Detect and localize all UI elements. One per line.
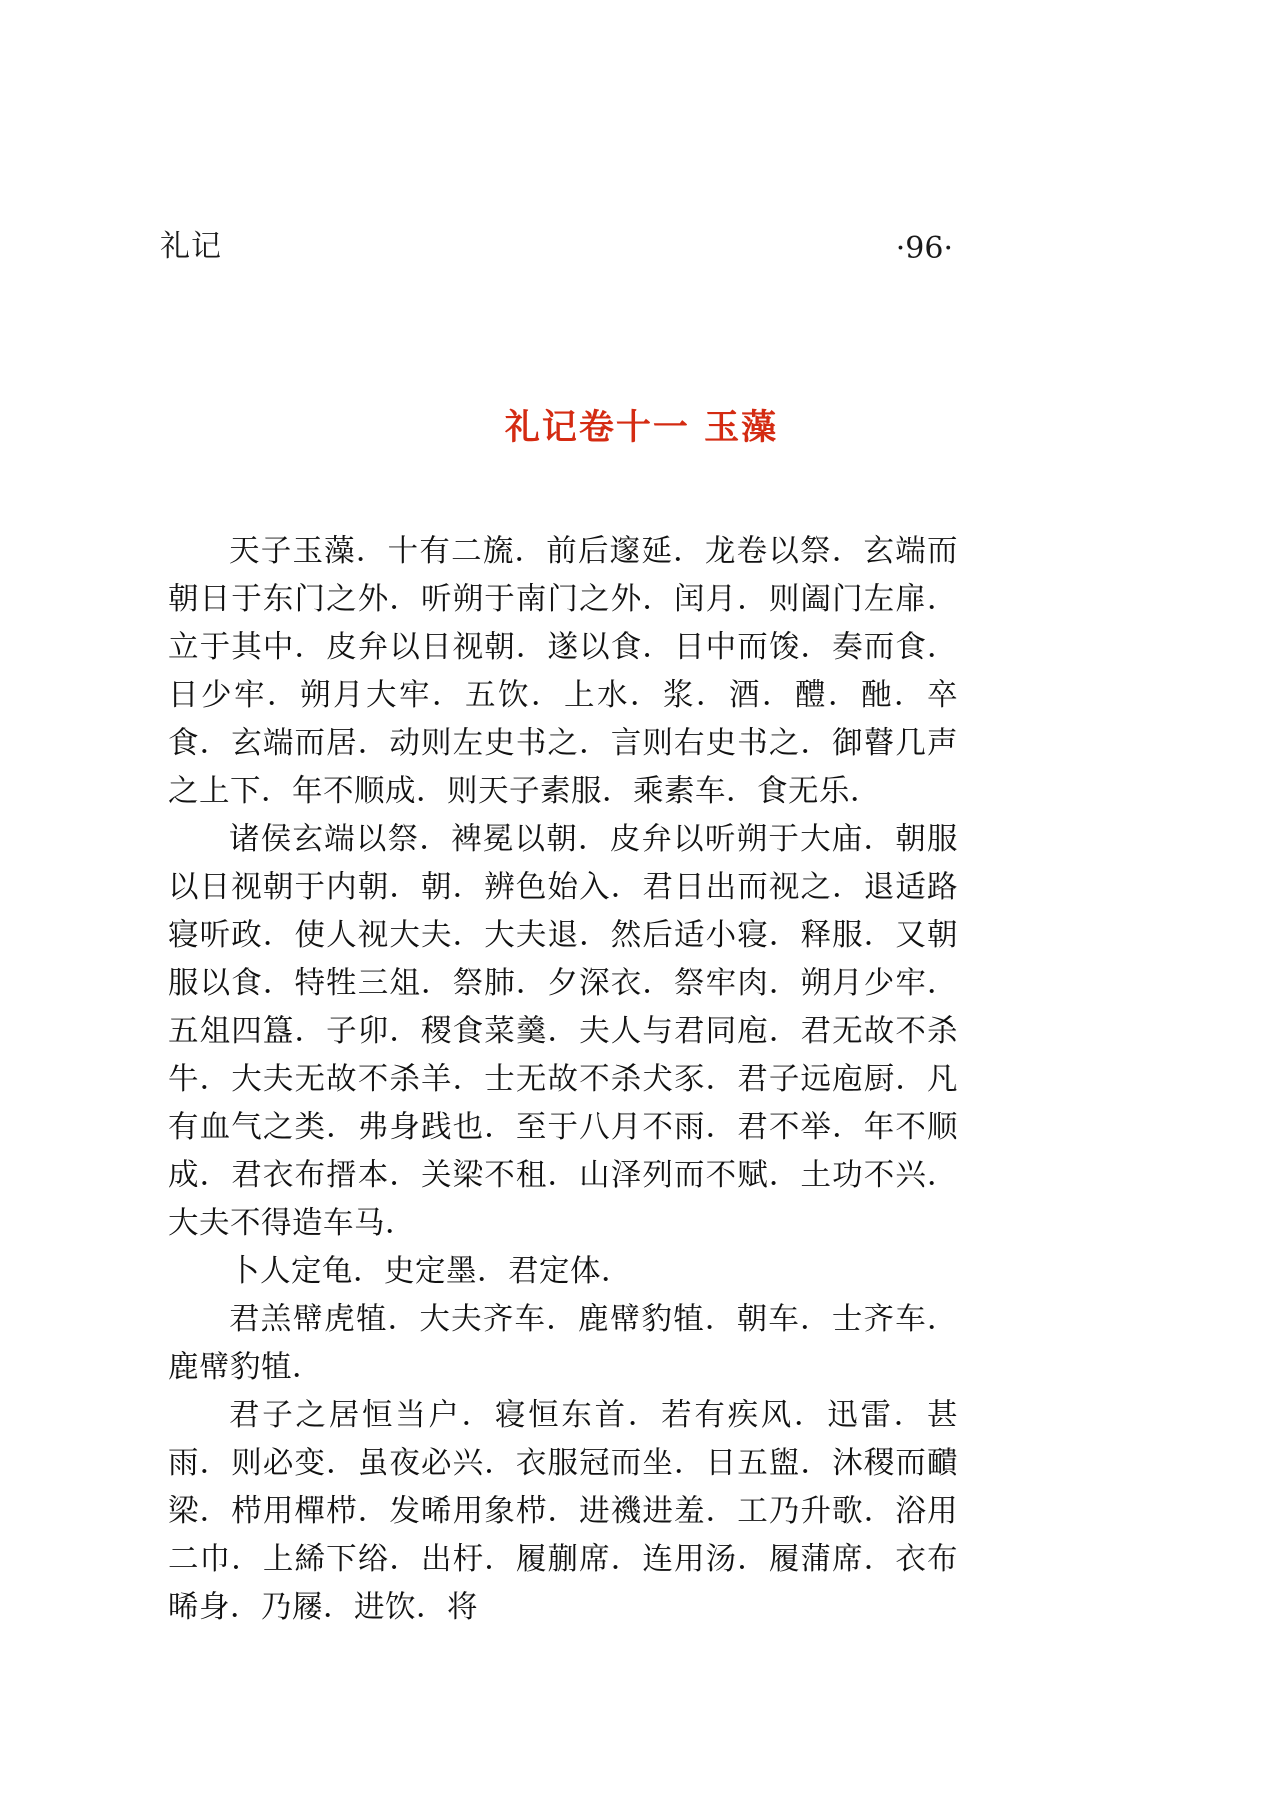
- paragraph: 君羔幦虎犆．大夫齐车．鹿幦豹犆．朝车．士齐车．鹿幦豹犆．: [168, 1302, 958, 1385]
- running-head: 礼记: [160, 229, 222, 264]
- page-number: ·96·: [895, 231, 953, 266]
- paragraph: 天子玉藻．十有二旒．前后邃延．龙卷以祭．玄端而朝日于东门之外．听朔于南门之外．闰月．则阖门左扉．立于其中．皮弁以日视朝．遂以食．日中而馂．奏而食．日少牢．朔月大牢．五饮．上水．浆．酒．醴．酏．卒食．玄端而居．动则左史书之．言则右史书之．御瞽几声之上下．年不顺成．则天子素服．乘素车．食无乐．: [168, 534, 958, 809]
- body-text: [168, 528, 958, 1632]
- paragraph: 卜人定龟．史定墨．君定体．: [229, 1254, 632, 1289]
- paragraph: 君子之居恒当户．寝恒东首．若有疾风．迅雷．甚雨．则必变．虽夜必兴．衣服冠而坐．日五盥．沐稷而靧梁．栉用樿栉．发晞用象栉．进禨进羞．工乃升歌．浴用二巾．上絺下绤．出杅．履蒯席．连用汤．履蒲席．衣布晞身．乃屦．进饮．将: [168, 1398, 958, 1625]
- paragraph: 诸侯玄端以祭．裨冕以朝．皮弁以听朔于大庙．朝服以日视朝于内朝．朝．辨色始入．君日出而视之．退适路寝听政．使人视大夫．大夫退．然后适小寝．释服．又朝服以食．特牲三俎．祭肺．夕深衣．祭牢肉．朔月少牢．五俎四簋．子卯．稷食菜羹．夫人与君同庖．君无故不杀牛．大夫无故不杀羊．士无故不杀犬豕．君子远庖厨．凡有血气之类．弗身践也．至于八月不雨．君不举．年不顺成．君衣布搢本．关梁不租．山泽列而不赋．土功不兴．大夫不得造车马．: [168, 822, 958, 1241]
- chapter-title: 礼记卷十一 玉藻: [504, 408, 779, 448]
